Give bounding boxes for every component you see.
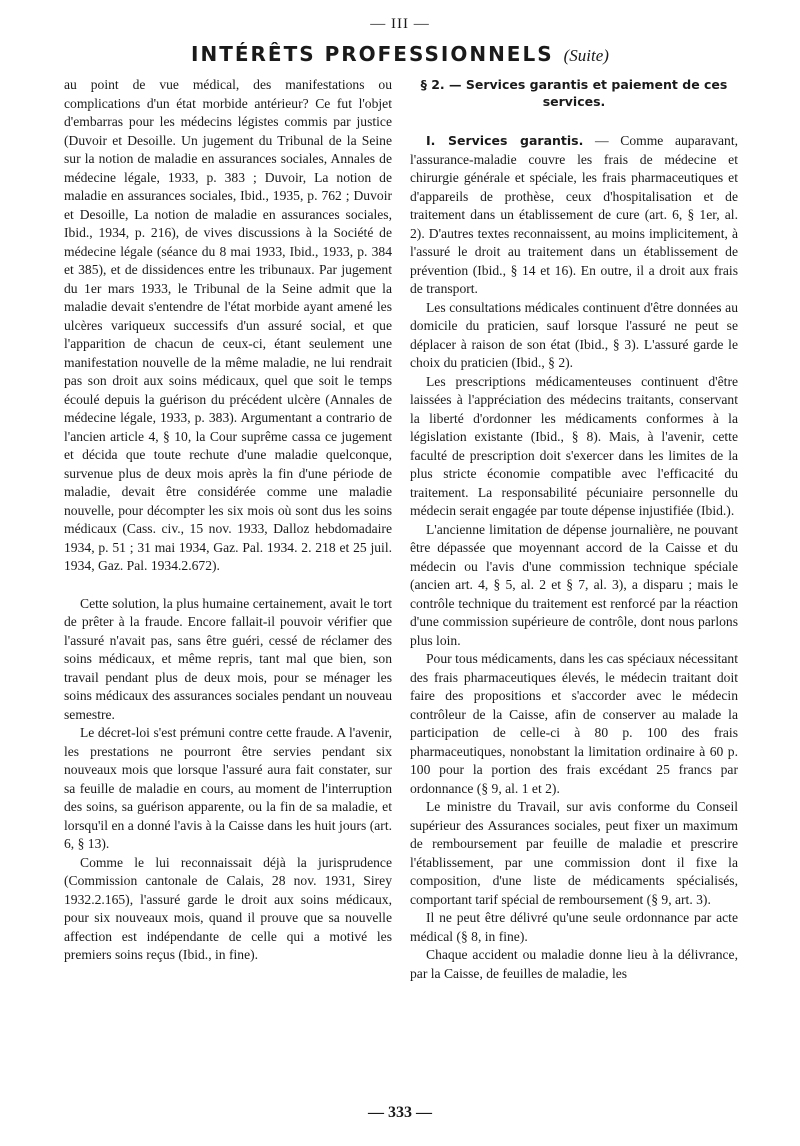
right-paragraph-4: L'ancienne limitation de dépense journalière, ne pouvant être dépassée que moyennant accord de la Caisse et du médecin ou l'avis d'une commission technique spéciale (ancien art. 4, § 5, al. 2 et § 7, al. 3), a disparu ; mais le contrôle technique du traitement est renforcé par la réaction d'une commission supérieure de contrôle, dont nous parlons plus loin.	[410, 521, 738, 648]
right-paragraph-8: Chaque accident ou maladie donne lieu à la délivrance, par la Caisse, de feuilles de maladie, les	[410, 947, 738, 981]
right-paragraph-3: Les prescriptions médicamenteuses continuent d'être laissées à l'appréciation des médecins traitants, conservant la liberté d'ordonner les médicaments conformes à la législation existante (Ibid., § 8). Mais, à l'avenir, cette faculté de prescription doit s'exercer dans les limites de la plus stricte économie compatible avec l'efficacité du traitement. La responsabilité pécuniaire personnelle du médecin serait engagée par toute dépense injustifiée (Ibid.).	[410, 373, 738, 518]
right-paragraph-2: Les consultations médicales continuent d'être données au domicile du praticien, sauf lorsque l'assuré ne peut se déplacer à raison de son état (Ibid., § 3). L'assuré garde le choix du praticien (Ibid., § 2).	[410, 299, 738, 370]
subsection-lead: I. Services garantis.	[426, 133, 584, 148]
folio: — III —	[370, 16, 430, 32]
right-paragraph-5: Pour tous médicaments, dans les cas spéciaux nécessitant des frais pharmaceutiques élevés, le médecin traitant doit faire des propositions et s'accorder avec le médecin contrôleur de la Caisse, afin de conserver au malade la participation de celle-ci à 80 p. 100 des frais pharmaceutiques, nonobstant la limitation ordinaire à 60 p. 100 pour la portion des frais excédant 25 francs par ordonnance (§ 9, al. 1 et 2).	[410, 651, 738, 796]
left-paragraph-3: Le décret-loi s'est prémuni contre cette fraude. A l'avenir, les prestations ne pourront être servies pendant six nouveaux mois que lorsque l'assuré aura fait constater, sur sa feuille de maladie en cours, au moment de l'interruption des soins, sa guérison apparente, ou la fin de sa maladie, et lorsqu'il en a donné l'avis à la Caisse dans les huit jours (art. 6, § 13).	[64, 725, 392, 851]
right-paragraph-6: Le ministre du Travail, sur avis conforme du Conseil supérieur des Assurances sociales, peut fixer un maximum de remboursement par feuille de maladie et prescrire l'établissement, par une commission dont il fixe la composition, d'une liste de médicaments spécialisés, comportant tarif spécial de remboursement (§ 9, art. 3).	[410, 799, 738, 907]
left-paragraph-2: Cette solution, la plus humaine certainement, avait le tort de prêter à la fraude. Encore fallait-il pouvoir vérifier que l'assuré n'avait pas, sans être guéri, cessé de réclamer des soins médicaux, et même repris, tant mal que bien, son travail pendant plus de deux mois, pour se ménager les soins médicaux des assurances sociales pendant un nouveau semestre.	[64, 595, 392, 722]
right-paragraph-1	[410, 132, 738, 299]
page-title: INTÉRÊTS PROFESSIONNELS	[191, 42, 554, 66]
right-paragraph-1-text: — Comme auparavant, l'assurance-maladie couvre les frais de médecine et chirurgie générale et spéciale, les frais pharmaceutiques et d'appareils de prothèse, ceux d'hospitalisation et de traitement dans un établissement de cure (art. 6, § 1er, al. 2). D'autres textes reconnaissent, au moins implicitement, à l'assuré le droit au traitement dans un établissement de prévention (Ibid., § 14 et 16). En outre, il a droit aux frais de transport.	[410, 133, 738, 296]
left-paragraph-4: Comme le lui reconnaissait déjà la jurisprudence (Commission cantonale de Calais, 28 nov. 1931, Sirey 1932.2.165), l'assuré garde le droit aux soins médicaux, pour six nouveaux mois, quand il prouve que sa nouvelle affection est indépendante de celle qui a motivé les premiers soins reçus (Ibid., in fine).	[64, 854, 392, 962]
left-paragraph-1: au point de vue médical, des manifestations ou complications d'un état morbide antérieur? Ce fut l'objet d'embarras pour les médecins légistes commis par justice (Duvoir et Desoille. Un jugement du Tribunal de la Seine sur la notion de maladie en assurances sociales, Annales de médecine légale, 1933, p. 383 ; Duvoir, La notion de maladie en assurances sociales, Ibid., 1935, p. 762 ; Duvoir et Desoille, La notion de maladie en assurances sociales, Ibid., 1934, p. 216), de vives discussions à la Société de médecine légale (séance du 8 mai 1933, Ibid., 1933, p. 384 et 385), et de dissidences entre les tribunaux. Par jugement du 1er mars 1933, le Tribunal de la Seine admit que la maladie devait s'entendre de l'état morbide ayant amené les ulcères variqueux successifs d'un assuré social, et que l'apparition de chacun de ceux-ci, étant seulement une manifestation nouvelle de la même maladie, ne lui rendrait pas son droit aux soins médicaux, quel que soit le temps écoulé depuis la guérison du précédent ulcère (Annales de médecine légale, 1933, p. 383). Argumentant a contrario de l'ancien article 4, § 10, la Cour suprême cassa ce jugement et décida que toute rechute d'une maladie quelconque, survenue plus de deux mois après la fin d'une période de maladie, devait être considérée comme une maladie nouvelle, pour décompter les six mois où sont dus les soins médicaux (Cass. civ., 15 nov. 1933, Dalloz hebdomadaire 1934, p. 51 ; 31 mai 1934, Gaz. Pal. 1934. 2. 218 et 25 juil. 1934, Gaz. Pal. 1934.2.672).	[64, 77, 392, 573]
section-heading: § 2. — Services garantis et paiement de ces services.	[420, 77, 728, 109]
page-header	[0, 42, 800, 66]
right-column	[410, 76, 738, 983]
left-column	[64, 76, 392, 965]
page-number: — 333 —	[368, 1104, 432, 1121]
page-title-suite: (Suite)	[563, 46, 609, 65]
right-paragraph-7: Il ne peut être délivré qu'une seule ordonnance par acte médical (§ 8, in fine).	[410, 910, 738, 944]
